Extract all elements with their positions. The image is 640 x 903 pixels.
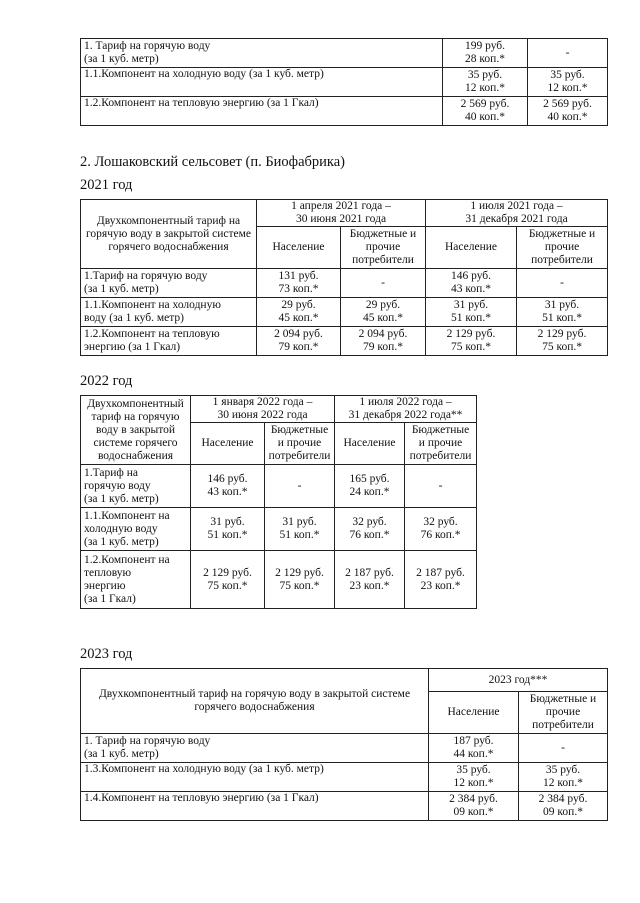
value-cell: - <box>405 465 477 508</box>
column-header: Население <box>429 692 519 734</box>
value-cell: 165 руб. 24 коп.* <box>335 465 405 508</box>
column-header: Население <box>426 227 517 269</box>
row-label: 1.4.Компонент на тепловую энергию (за 1 Гкал) <box>81 792 429 821</box>
value-cell: 2 187 руб. 23 коп.* <box>405 551 477 609</box>
column-header: Бюджетные и прочие потребители <box>265 423 335 465</box>
section-heading: 2. Лошаковский сельсовет (п. Биофабрика) <box>80 154 345 170</box>
column-header: Бюджетные и прочие потребители <box>405 423 477 465</box>
value-cell: 2 094 руб. 79 коп.* <box>257 327 341 356</box>
value-cell: 31 руб. 51 коп.* <box>191 508 265 551</box>
value-cell: 146 руб. 43 коп.* <box>426 269 517 298</box>
value-cell: 2 094 руб. 79 коп.* <box>341 327 426 356</box>
value-cell: 35 руб. 12 коп.* <box>429 763 519 792</box>
column-header: Население <box>257 227 341 269</box>
period-header: 1 апреля 2021 года – 30 июня 2021 года <box>257 200 426 227</box>
value-cell: - <box>528 39 608 68</box>
value-cell: - <box>265 465 335 508</box>
value-cell: 35 руб. 12 коп.* <box>528 68 608 97</box>
table-row <box>81 763 608 792</box>
value-cell: 2 384 руб. 09 коп.* <box>429 792 519 821</box>
value-cell: - <box>341 269 426 298</box>
table-row <box>81 269 608 298</box>
value-cell: - <box>517 269 608 298</box>
value-cell: 199 руб. 28 коп.* <box>443 39 528 68</box>
table-row <box>81 792 608 821</box>
row-label: 1.1.Компонент на холодную воду (за 1 куб. метр) <box>81 68 443 97</box>
table-row <box>81 97 608 126</box>
row-label: 1.1.Компонент на холодную воду (за 1 куб. метр) <box>81 508 191 551</box>
period-header: 1 января 2022 года – 30 июня 2022 года <box>191 396 335 423</box>
value-cell: 35 руб. 12 коп.* <box>519 763 608 792</box>
period-header: 2023 год*** <box>429 669 608 692</box>
tariff-table-previous <box>80 38 608 126</box>
table-row <box>81 68 608 97</box>
row-label: 1. Тариф на горячую воду (за 1 куб. метр) <box>81 39 443 68</box>
column-header: Бюджетные и прочие потребители <box>341 227 426 269</box>
value-cell: 146 руб. 43 коп.* <box>191 465 265 508</box>
value-cell: 29 руб. 45 коп.* <box>341 298 426 327</box>
value-cell: 2 569 руб. 40 коп.* <box>528 97 608 126</box>
header-label: Двухкомпонентный тариф на горячую воду в закрытой системе горячего водоснабжения <box>81 669 429 734</box>
header-label: Двухкомпонентный тариф на горячую воду в закрытой системе горячего водоснабжения <box>81 200 257 269</box>
table-row <box>81 327 608 356</box>
value-cell: 2 129 руб. 75 коп.* <box>517 327 608 356</box>
value-cell: 31 руб. 51 коп.* <box>426 298 517 327</box>
period-header: 1 июля 2022 года – 31 декабря 2022 года** <box>335 396 477 423</box>
value-cell: - <box>519 734 608 763</box>
table-row <box>81 734 608 763</box>
row-label: 1. Тариф на горячую воду (за 1 куб. метр) <box>81 734 429 763</box>
value-cell: 29 руб. 45 коп.* <box>257 298 341 327</box>
table-row <box>81 551 477 609</box>
header-label: Двухкомпонентный тариф на горячую воду в закрытой системе горячего водоснабжения <box>81 396 191 465</box>
tariff-table-2023 <box>80 668 608 821</box>
value-cell: 35 руб. 12 коп.* <box>443 68 528 97</box>
value-cell: 32 руб. 76 коп.* <box>405 508 477 551</box>
year-heading-2023: 2023 год <box>80 646 133 662</box>
row-label: 1.Тариф на горячую воду (за 1 куб. метр) <box>81 269 257 298</box>
table-header-row <box>81 669 608 692</box>
table-header-row <box>81 200 608 227</box>
value-cell: 31 руб. 51 коп.* <box>265 508 335 551</box>
row-label: 1.3.Компонент на холодную воду (за 1 куб. метр) <box>81 763 429 792</box>
row-label: 1.1.Компонент на холодную воду (за 1 куб. метр) <box>81 298 257 327</box>
value-cell: 2 129 руб. 75 коп.* <box>265 551 335 609</box>
value-cell: 2 187 руб. 23 коп.* <box>335 551 405 609</box>
table-row <box>81 298 608 327</box>
tariff-table-2022 <box>80 395 477 609</box>
row-label: 1.2.Компонент на тепловую энергию (за 1 Гкал) <box>81 551 191 609</box>
year-heading-2022: 2022 год <box>80 373 133 389</box>
value-cell: 2 129 руб. 75 коп.* <box>191 551 265 609</box>
table-header-row <box>81 396 477 423</box>
table-row <box>81 39 608 68</box>
column-header: Бюджетные и прочие потребители <box>519 692 608 734</box>
table-row <box>81 508 477 551</box>
year-heading-2021: 2021 год <box>80 177 133 193</box>
row-label: 1.2.Компонент на тепловую энергию (за 1 Гкал) <box>81 97 443 126</box>
row-label: 1.2.Компонент на тепловую энергию (за 1 Гкал) <box>81 327 257 356</box>
value-cell: 2 384 руб. 09 коп.* <box>519 792 608 821</box>
value-cell: 2 129 руб. 75 коп.* <box>426 327 517 356</box>
table-row <box>81 465 477 508</box>
column-header: Бюджетные и прочие потребители <box>517 227 608 269</box>
column-header: Население <box>191 423 265 465</box>
value-cell: 2 569 руб. 40 коп.* <box>443 97 528 126</box>
period-header: 1 июля 2021 года – 31 декабря 2021 года <box>426 200 608 227</box>
row-label: 1.Тариф на горячую воду (за 1 куб. метр) <box>81 465 191 508</box>
value-cell: 187 руб. 44 коп.* <box>429 734 519 763</box>
value-cell: 31 руб. 51 коп.* <box>517 298 608 327</box>
value-cell: 32 руб. 76 коп.* <box>335 508 405 551</box>
column-header: Население <box>335 423 405 465</box>
value-cell: 131 руб. 73 коп.* <box>257 269 341 298</box>
tariff-table-2021 <box>80 199 608 356</box>
